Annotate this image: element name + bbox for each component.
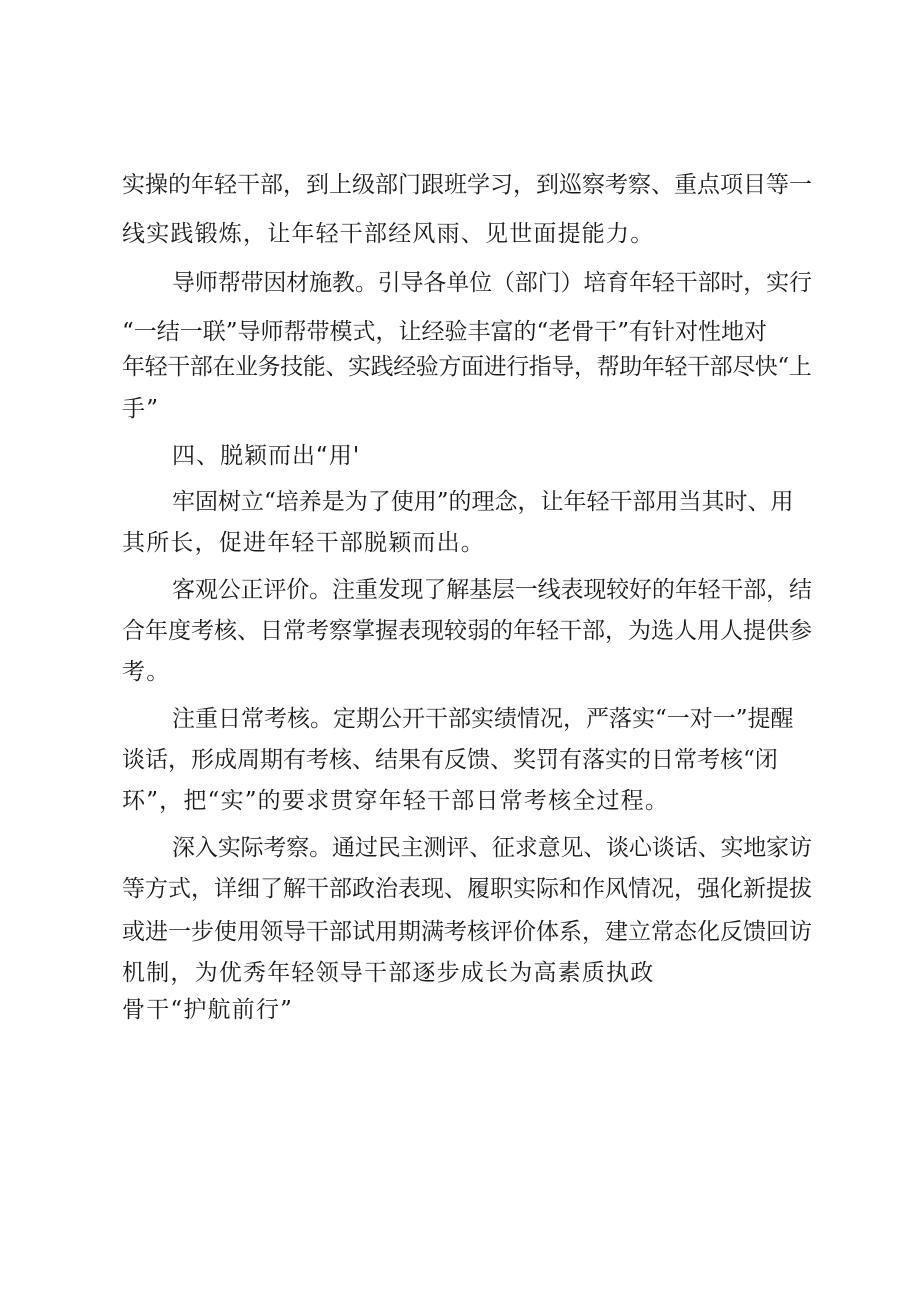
text-line: 手” [122,396,160,422]
text-line: 线实践锻炼，让年轻干部经风雨、见世面提能力。 [122,221,655,247]
text-line: 机制，为优秀年轻领导干部逐步成长为高素质执政 [122,960,655,986]
text-line: 深入实际考察。通过民主测评、征求意见、谈心谈话、实地家访 [172,835,812,861]
text-line: 考。 [122,659,171,685]
text-line: 环”，把“实”的要求贯穿年轻干部日常考核全过程。 [122,788,670,814]
text-line: 客观公正评价。注重发现了解基层一线表现较好的年轻干部，结 [172,577,812,603]
text-line: 骨干“护航前行” [122,997,294,1023]
text-line: 注重日常考核。定期公开干部实绩情况，严落实“一对一”提醒 [172,706,794,732]
text-line: 谈话，形成周期有考核、结果有反馈、奖罚有落实的日常考核“闭 [122,747,778,773]
text-line: “一结一联”导师帮带模式，让经验丰富的“老骨干”有针对性地对 [122,319,768,345]
text-line: 导师帮带因材施教。引导各单位（部门）培育年轻干部时，实行 [172,270,812,296]
text-line: 年轻干部在业务技能、实践经验方面进行指导，帮助年轻干部尽快“上 [122,354,812,380]
text-line: 实操的年轻干部，到上级部门跟班学习，到巡察考察、重点项目等一 [122,172,812,198]
section-heading: 四、脱颖而出“用' [172,443,361,469]
text-line: 其所长，促进年轻干部脱颖而出。 [122,530,485,556]
text-line: 或进一步使用领导干部试用期满考核评价体系，建立常态化反馈回访 [122,919,812,945]
text-line: 牢固树立“培养是为了使用”的理念，让年轻干部用当其时、用 [172,489,794,515]
text-line: 合年度考核、日常考察掌握表现较弱的年轻干部，为选人用人提供参 [122,618,812,644]
text-line: 等方式，详细了解干部政治表现、履职实际和作风情况，强化新提拔 [122,876,812,902]
